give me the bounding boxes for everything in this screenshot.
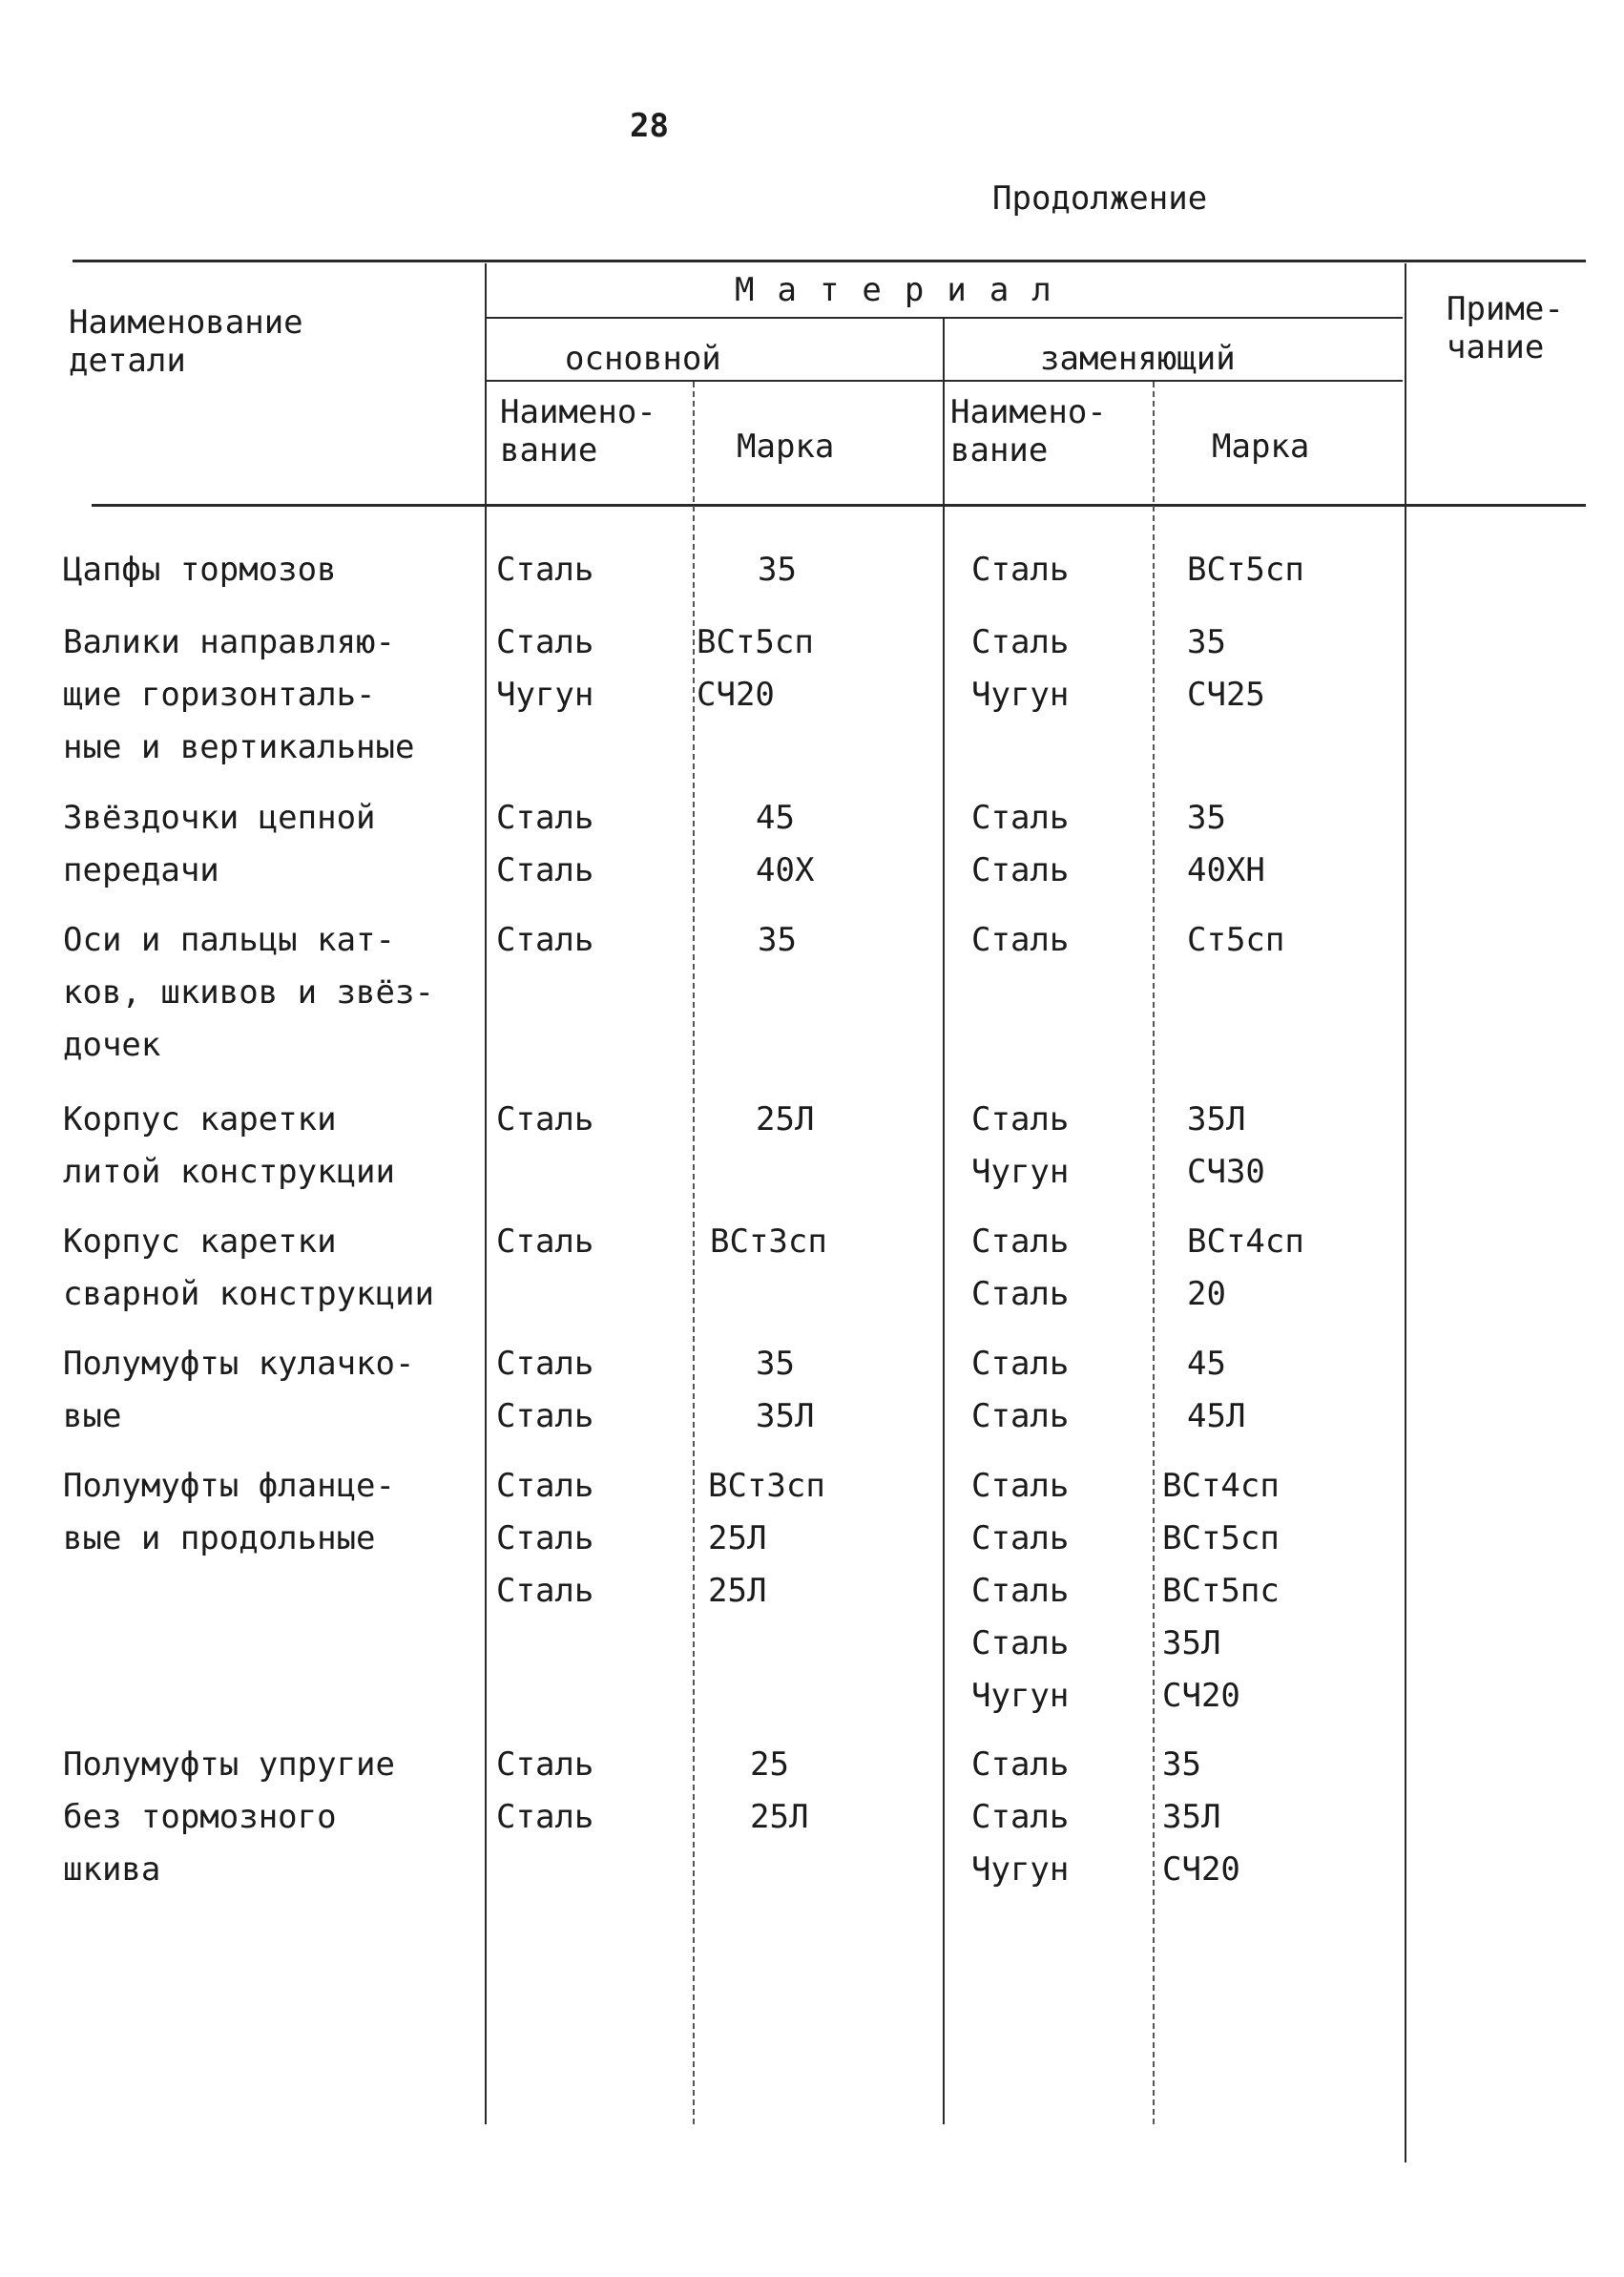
- row-replacement-name: Сталь Сталь: [971, 799, 1070, 889]
- col-divider-primary-grade: [693, 382, 695, 2124]
- row-primary-name: Сталь Сталь: [496, 1345, 594, 1435]
- row-primary-grade: 45 40Х: [756, 799, 815, 889]
- row-part: Полумуфты фланце- вые и продольные: [63, 1467, 395, 1557]
- col-divider-replacement: [943, 317, 945, 2124]
- row-replacement-grade: ВСт4сп ВСт5сп ВСт5пс 35Л СЧ20: [1162, 1467, 1280, 1715]
- row-part: Валики направляю- щие горизонталь- ные и вертикальные: [63, 623, 415, 766]
- row-replacement-grade: ВСт5сп: [1187, 551, 1304, 589]
- row-replacement-grade: ВСт4сп 20: [1187, 1222, 1304, 1313]
- header-primary: основной: [565, 340, 721, 378]
- row-primary-name: Сталь Сталь: [496, 799, 594, 889]
- row-primary-grade: 35: [758, 921, 797, 959]
- col-divider-replacement-grade: [1153, 382, 1155, 2124]
- row-replacement-name: Сталь Сталь Чугун: [971, 1745, 1070, 1889]
- row-replacement-grade: 35 СЧ25: [1187, 623, 1265, 714]
- col-divider-part: [485, 263, 487, 2124]
- row-part: Цапфы тормозов: [63, 551, 337, 589]
- row-primary-grade: ВСт3сп 25Л 25Л: [708, 1467, 825, 1610]
- row-primary-grade: 35: [758, 551, 797, 589]
- header-primary-grade: Марка: [737, 428, 835, 466]
- row-part: Полумуфты кулачко- вые: [63, 1345, 415, 1435]
- header-replacement-grade: Марка: [1212, 428, 1310, 466]
- header-replacement-name: Наимено- вание: [950, 393, 1107, 470]
- row-replacement-grade: 35 35Л СЧ20: [1162, 1745, 1240, 1889]
- row-primary-grade: 25Л: [756, 1100, 815, 1138]
- row-replacement-grade: 35Л СЧ30: [1187, 1100, 1265, 1191]
- row-replacement-name: Сталь: [971, 921, 1070, 959]
- row-replacement-name: Сталь Сталь: [971, 1222, 1070, 1313]
- row-part: Полумуфты упругие без тормозного шкива: [63, 1745, 395, 1889]
- row-primary-name: Сталь: [496, 1222, 594, 1261]
- row-primary-name: Сталь: [496, 921, 594, 959]
- header-bottom-border: [92, 504, 1586, 507]
- table-top-border: [73, 260, 1586, 262]
- row-primary-grade: ВСт3сп: [710, 1222, 827, 1261]
- row-primary-grade: 25 25Л: [750, 1745, 809, 1836]
- row-primary-grade: ВСт5сп СЧ20: [697, 623, 814, 714]
- row-replacement-grade: 45 45Л: [1187, 1345, 1246, 1435]
- page-number: 28: [630, 107, 669, 145]
- header-primary-name: Наимено- вание: [500, 393, 656, 470]
- header-replacement: заменяющий: [1040, 340, 1236, 378]
- header-note: Приме- чание: [1447, 290, 1564, 366]
- row-replacement-name: Сталь Сталь: [971, 1345, 1070, 1435]
- row-part: Корпус каретки литой конструкции: [63, 1100, 395, 1191]
- row-replacement-name: Сталь Чугун: [971, 1100, 1070, 1191]
- row-part: Корпус каретки сварной конструкции: [63, 1222, 434, 1313]
- row-primary-grade: 35 35Л: [756, 1345, 815, 1435]
- row-replacement-name: Сталь Чугун: [971, 623, 1070, 714]
- header-material: Материал: [735, 271, 1074, 309]
- row-part: Звёздочки цепной передачи: [63, 799, 376, 889]
- col-divider-note: [1405, 263, 1406, 2162]
- row-primary-name: Сталь Сталь: [496, 1745, 594, 1836]
- row-replacement-name: Сталь: [971, 551, 1070, 589]
- header-part-name: Наименование детали: [69, 303, 303, 380]
- row-part: Оси и пальцы кат- ков, шкивов и звёз- дочек: [63, 921, 434, 1064]
- row-replacement-grade: Ст5сп: [1187, 921, 1285, 959]
- row-primary-name: Сталь Сталь Сталь: [496, 1467, 594, 1610]
- row-primary-name: Сталь: [496, 551, 594, 589]
- row-replacement-grade: 35 40ХН: [1187, 799, 1265, 889]
- row-primary-name: Сталь Чугун: [496, 623, 594, 714]
- continuation-label: Продолжение: [992, 179, 1208, 218]
- row-primary-name: Сталь: [496, 1100, 594, 1138]
- row-replacement-name: Сталь Сталь Сталь Сталь Чугун: [971, 1467, 1070, 1715]
